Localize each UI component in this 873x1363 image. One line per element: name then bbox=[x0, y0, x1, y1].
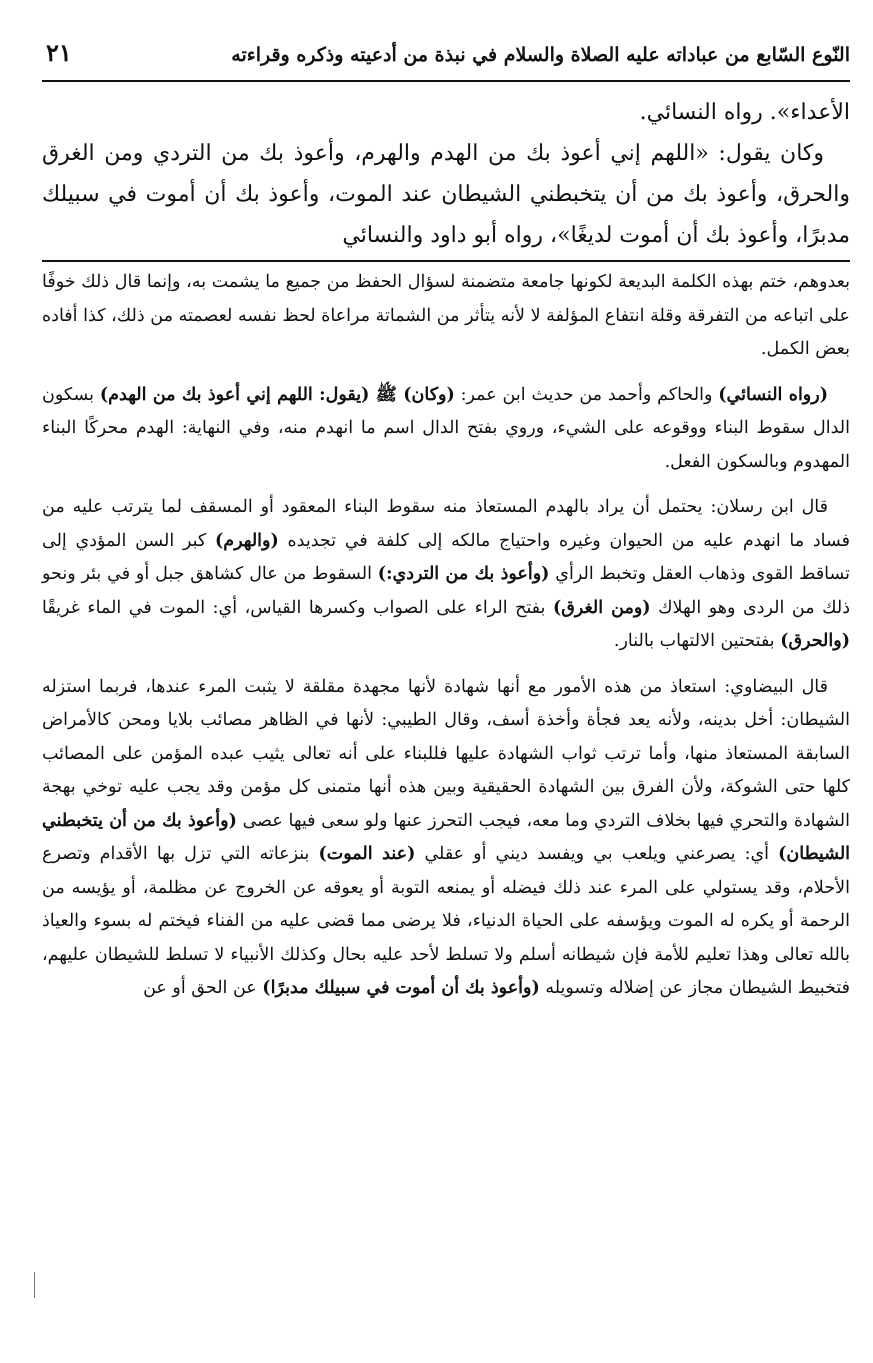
commentary-text: قال ابن رسلان: يحتمل أن يراد بالهدم المستعاذ منه سقوط البناء المعقود أو المسقف لما يترتب عليه من فساد ما انهدم عليه من الحيوان وغيره واحتياج مالكه إلى كلفة في تجديده bbox=[42, 497, 850, 551]
bold-quote: (ومن الغرق) bbox=[552, 597, 651, 618]
commentary-paragraph-1: بعدوهم، ختم بهذه الكلمة البديعة لكونها جامعة متضمنة لسؤال الحفظ من جميع ما يشمت به، وإنما قال ذلك خوفًا على اتباعه من التفرقة وقلة انتفاع المؤلفة لا لأنه يتأثر من الشماتة مراعاة لحظ نفسه لعصمته من ذلك، كذا أفاده بعض الكمل. bbox=[42, 272, 850, 359]
bold-quote: (عند الموت) bbox=[318, 844, 416, 864]
commentary-text: قال البيضاوي: استعاذ من هذه الأمور مع أنها شهادة لأنها مجهدة مقلقة لا يثبت المرء عندها، فربما استزله الشيطان: أخل بدينه، ولأنه يعد فجأة وأخذة أسف، وقال الطيبي: لأنها في الظاهر مصائب بلايا ومحن كالأمراض السابقة المستعاذ منها، وأما ترتب ثواب الشهادة عليها فللبناء على أنه تعالى يثيب عبده المؤمن على المصائب كلها حتى الشوكة، ولأن الفرق بين الشهادة الحقيقية وبين هذه أنها متمنى كل مؤمن وقد يجب عليه توخي بهجة الشهادة والتحري فيها بخلاف التردي وما معه، فيجب التحرز عنها ولو سعى فيها عصى bbox=[42, 676, 850, 831]
bold-quote: (وكان) ﷺ (يقول: اللهم إني أعوذ بك من الهدم) bbox=[99, 384, 455, 405]
commentary-text: بسكون الدال سقوط البناء ووقوعه على الشيء، وروي بفتح الدال اسم ما انهدم منه، وفي النهاية: الهدم محركًا البناء المهدوم وبالسكون الفعل. bbox=[42, 384, 850, 472]
running-header bbox=[42, 38, 850, 82]
commentary-paragraph-2 bbox=[42, 379, 850, 480]
hadith-text bbox=[42, 92, 850, 256]
commentary-paragraph-3 bbox=[42, 491, 850, 659]
commentary-paragraph-4 bbox=[42, 671, 850, 1006]
scan-margin-mark bbox=[34, 1272, 35, 1298]
commentary-text: بفتحتين الالتهاب بالنار. bbox=[613, 631, 781, 651]
chapter-title: النّوع السّابع من عباداته عليه الصلاة والسلام في نبذة من أدعيته وذكره وقراءته bbox=[231, 44, 850, 66]
bold-quote: (وأعوذ بك من التردي:) bbox=[377, 564, 550, 584]
matn-line-1: الأعداء». رواه النسائي. bbox=[639, 100, 850, 125]
book-page bbox=[42, 38, 850, 1018]
bold-quote: (والحرق) bbox=[780, 631, 850, 651]
footnote-divider bbox=[42, 260, 850, 262]
commentary-text: والحاكم وأحمد من حديث ابن عمر: bbox=[454, 384, 719, 405]
bold-quote: (رواه النسائي) bbox=[718, 384, 828, 405]
commentary-text: كبر السن المؤدي إلى تساقط القوى وذهاب العقل وتخبط الرأي bbox=[42, 530, 850, 584]
commentary bbox=[42, 266, 850, 1006]
commentary-text: السقوط من عال كشاهق جبل أو في بئر ونحو ذلك من الردى وهو الهلاك bbox=[42, 564, 851, 618]
page-number: ٢١ bbox=[46, 38, 72, 67]
bold-quote: (وأعوذ بك من أن يتخبطني الشيطان) bbox=[42, 810, 851, 864]
commentary-text: بنزعاته التي تزل بها الأقدام وتصرع الأحلام، وقد يستولي على المرء عند ذلك فيضله أو يمنعه التوبة أو يعوقه عن الخروج عن مظلمة، أو يؤيسه من الرحمة أو يكره له الموت ويؤسفه على الحياة الدنياء، فلا يرضى مما قضى عليه من الفناء فيختم له بسوء والعياذ بالله تعالى وهذا تعليم للأمة فإن شيطانه أسلم ولا تسلط لأحد عليه بحال وكذلك الأنبياء لا تسلط للشيطان عليهم، فتخبيط الشيطان مجاز عن إضلاله وتسويله bbox=[42, 844, 850, 998]
commentary-text: عن الحق أو عن bbox=[143, 978, 263, 998]
commentary-text: بفتح الراء على الصواب وكسرها القياس، أي: الموت في الماء غريقًا bbox=[42, 597, 553, 618]
bold-quote: (والهرم) bbox=[215, 530, 279, 551]
bold-quote: (وأعوذ بك أن أموت في سبيلك مدبرًا) bbox=[262, 978, 540, 998]
matn-paragraph-2: وكان يقول: «اللهم إني أعوذ بك من الهدم والهرم، وأعوذ بك من التردي ومن الغرق والحرق، وأعوذ بك من أن يتخبطني الشيطان عند الموت، وأعوذ بك أن أموت في سبيلك مدبرًا، وأعوذ بك أن أموت لديغًا»، رواه أبو داود والنسائي bbox=[42, 141, 850, 248]
commentary-text: أي: يصرعني ويلعب بي ويفسد ديني أو عقلي bbox=[415, 844, 779, 864]
